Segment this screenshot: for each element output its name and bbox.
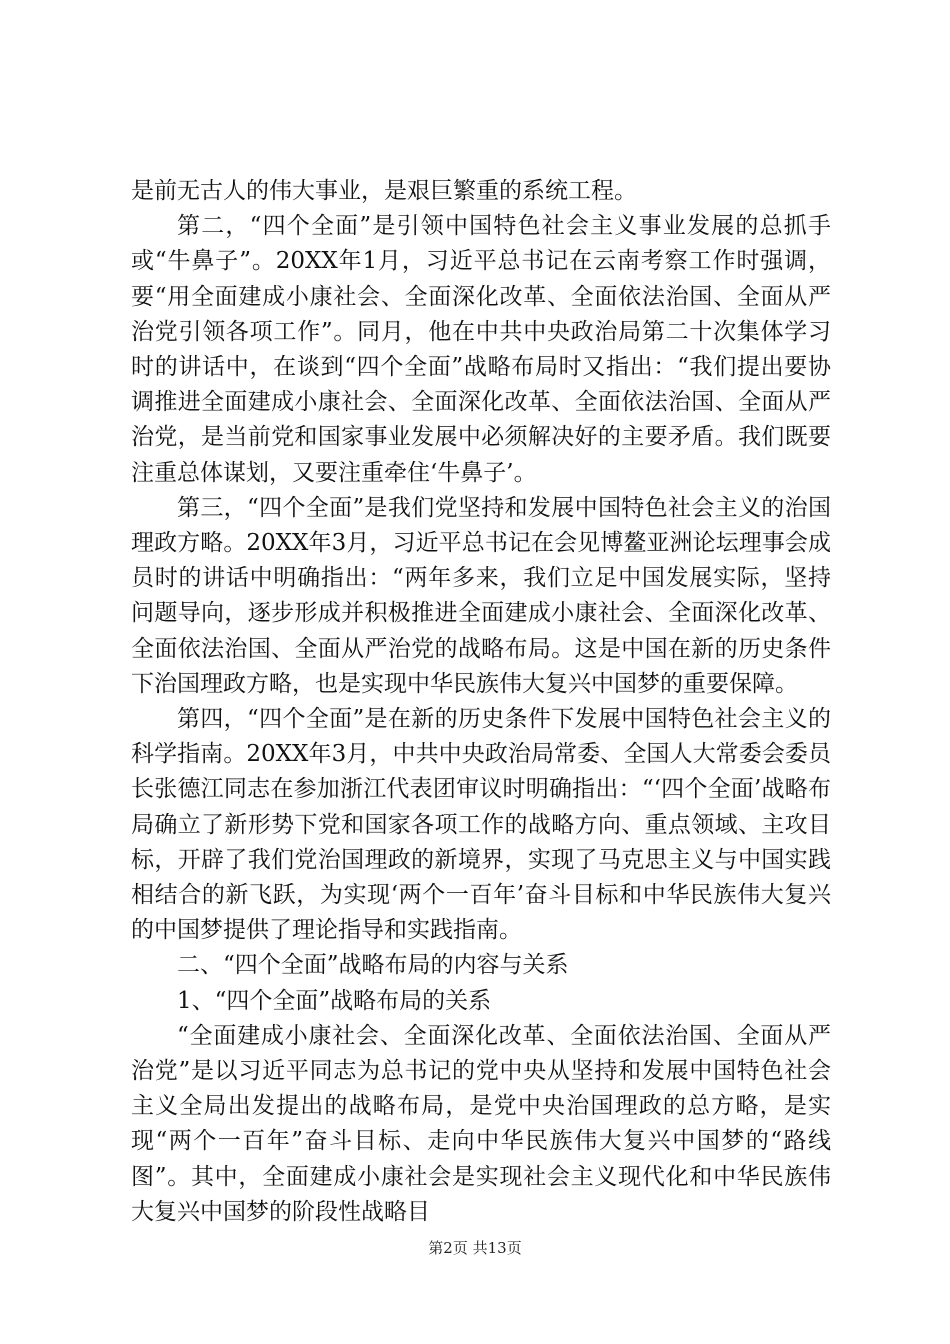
document-body — [131, 174, 831, 1230]
section-heading: 二、“四个全面”战略布局的内容与关系 — [177, 952, 569, 979]
subsection-heading: 1、“四个全面”战略布局的关系 — [177, 987, 492, 1014]
paragraph-third: 第三，“四个全面”是我们党坚持和发展中国特色社会主义的治国理政方略。20XX年3月，习近平总书记在会见博鳌亚洲论坛理事会成员时的讲话中明确指出：“两年多来，我们立足中国发展实际，坚持问题导向，逐步形成并积极推进全面建成小康社会、全面深化改革、全面依法治国、全面从严治党的战略布局。这是中国在新的历史条件下治国理政方略，也是实现中华民族伟大复兴中国梦的重要保障。 — [131, 494, 831, 697]
paragraph-continuation: 是前无古人的伟大事业，是艰巨繁重的系统工程。 — [131, 178, 637, 204]
paragraph-second: 第二，“四个全面”是引领中国特色社会主义事业发展的总抓手或“牛鼻子”。20XX年1月，习近平总书记在云南考察工作时强调，要“用全面建成小康社会、全面深化改革、全面依法治国、全面从严治党引领各项工作”。同月，他在中共中央政治局第二十次集体学习时的讲话中，在谈到“四个全面”战略布局时又指出：“我们提出要协调推进全面建成小康社会、全面深化改革、全面依法治国、全面从严治党，是当前党和国家事业发展中必须解决好的主要矛盾。我们既要注重总体谋划，又要注重牵住‘牛鼻子’。 — [131, 213, 831, 486]
paragraph-relation: “全面建成小康社会、全面深化改革、全面依法治国、全面从严治党”是以习近平同志为总书记的党中央从坚持和发展中国特色社会主义全局出发提出的战略布局，是党中央治国理政的总方略，是实现“两个一百年”奋斗目标、走向中华民族伟大复兴中国梦的“路线图”。其中，全面建成小康社会是实现社会主义现代化和中华民族伟大复兴中国梦的阶段性战略目 — [131, 1022, 831, 1225]
page-footer: 第2页 共13页 — [428, 1239, 522, 1257]
paragraph-fourth: 第四，“四个全面”是在新的历史条件下发展中国特色社会主义的科学指南。20XX年3月，中共中央政治局常委、全国人大常委会委员长张德江同志在参加浙江代表团审议时明确指出：“‘四个全面’战略布局确立了新形势下党和国家各项工作的战略方向、重点领域、主攻目标，开辟了我们党治国理政的新境界，实现了马克思主义与中国实践相结合的新飞跃，为实现‘两个一百年’奋斗目标和中华民族伟大复兴的中国梦提供了理论指导和实践指南。 — [131, 706, 831, 944]
